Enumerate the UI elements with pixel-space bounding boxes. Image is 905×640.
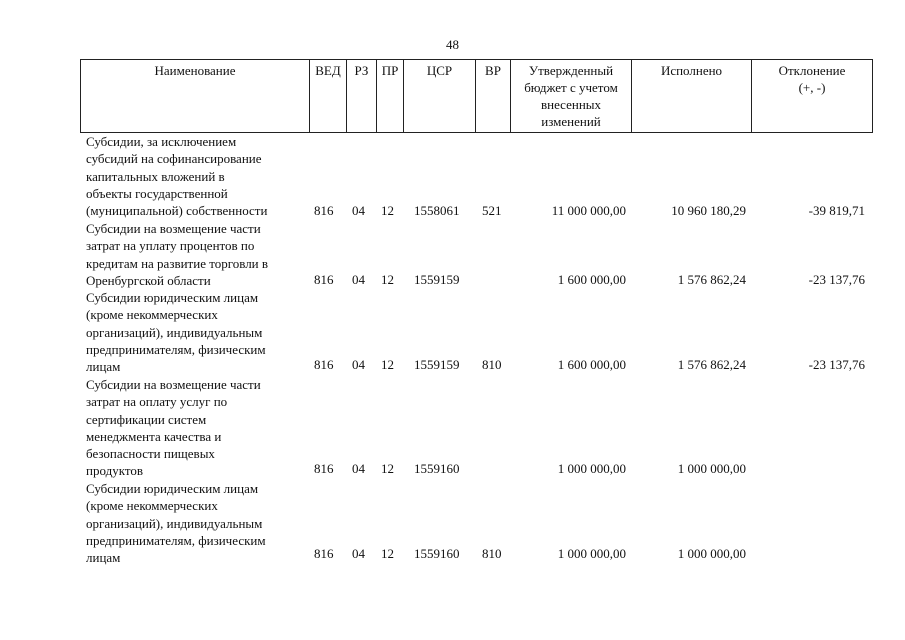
cell-pr: 12 bbox=[381, 272, 394, 287]
row-name: Субсидии на возмещение части затрат на оплату услуг по сертификации систем менеджмента качества и безопасности пищевых продуктов bbox=[86, 377, 261, 479]
header-deviation: Отклонение (+, -) bbox=[752, 60, 873, 133]
cell-budget: 1 000 000,00 bbox=[557, 461, 626, 476]
cell-deviation: -39 819,71 bbox=[808, 203, 865, 218]
cell-deviation: -23 137,76 bbox=[808, 272, 865, 287]
cell-csr: 1559160 bbox=[414, 546, 460, 561]
table-header bbox=[80, 59, 873, 133]
header-csr: ЦСР bbox=[404, 60, 476, 133]
cell-budget: 1 600 000,00 bbox=[557, 272, 626, 287]
cell-ved: 816 bbox=[314, 461, 334, 476]
cell-ved: 816 bbox=[314, 203, 334, 218]
cell-rz: 04 bbox=[352, 546, 365, 561]
cell-rz: 04 bbox=[352, 461, 365, 476]
cell-budget: 1 600 000,00 bbox=[557, 357, 626, 372]
cell-csr: 1559159 bbox=[414, 272, 460, 287]
cell-csr: 1559160 bbox=[414, 461, 460, 476]
cell-vr: 810 bbox=[482, 546, 502, 561]
header-ved: ВЕД bbox=[310, 60, 347, 133]
cell-executed: 1 576 862,24 bbox=[677, 272, 746, 287]
header-vr: ВР bbox=[476, 60, 511, 133]
cell-budget: 11 000 000,00 bbox=[551, 203, 626, 218]
cell-vr: 810 bbox=[482, 357, 502, 372]
cell-rz: 04 bbox=[352, 203, 365, 218]
cell-ved: 816 bbox=[314, 546, 334, 561]
cell-ved: 816 bbox=[314, 272, 334, 287]
header-rz: РЗ bbox=[347, 60, 377, 133]
cell-csr: 1559159 bbox=[414, 357, 460, 372]
cell-budget: 1 000 000,00 bbox=[557, 546, 626, 561]
header-pr: ПР bbox=[377, 60, 404, 133]
page-number: 48 bbox=[446, 37, 459, 52]
header-budget: Утвержденный бюджет с учетом внесенных изменений bbox=[511, 60, 632, 133]
cell-executed: 1 000 000,00 bbox=[677, 461, 746, 476]
cell-executed: 10 960 180,29 bbox=[671, 203, 746, 218]
cell-csr: 1558061 bbox=[414, 203, 460, 218]
cell-deviation: -23 137,76 bbox=[808, 357, 865, 372]
cell-rz: 04 bbox=[352, 357, 365, 372]
cell-vr: 521 bbox=[482, 203, 502, 218]
cell-ved: 816 bbox=[314, 357, 334, 372]
row-name: Субсидии юридическим лицам (кроме некоммерческих организаций), индивидуальным предпринимателям, физическим лицам bbox=[86, 290, 266, 375]
header-executed: Исполнено bbox=[632, 60, 752, 133]
cell-pr: 12 bbox=[381, 203, 394, 218]
cell-pr: 12 bbox=[381, 546, 394, 561]
row-name: Субсидии юридическим лицам (кроме некоммерческих организаций), индивидуальным предпринимателям, физическим лицам bbox=[86, 481, 266, 566]
row-name: Субсидии на возмещение части затрат на уплату процентов по кредитам на развитие торговли в Оренбургской области bbox=[86, 221, 269, 288]
cell-executed: 1 000 000,00 bbox=[677, 546, 746, 561]
header-name: Наименование bbox=[81, 60, 310, 133]
row-name: Субсидии, за исключением субсидий на софинансирование капитальных вложений в объекты государственной (муниципальной) собственности bbox=[86, 134, 268, 219]
cell-pr: 12 bbox=[381, 357, 394, 372]
cell-executed: 1 576 862,24 bbox=[677, 357, 746, 372]
cell-pr: 12 bbox=[381, 461, 394, 476]
cell-rz: 04 bbox=[352, 272, 365, 287]
